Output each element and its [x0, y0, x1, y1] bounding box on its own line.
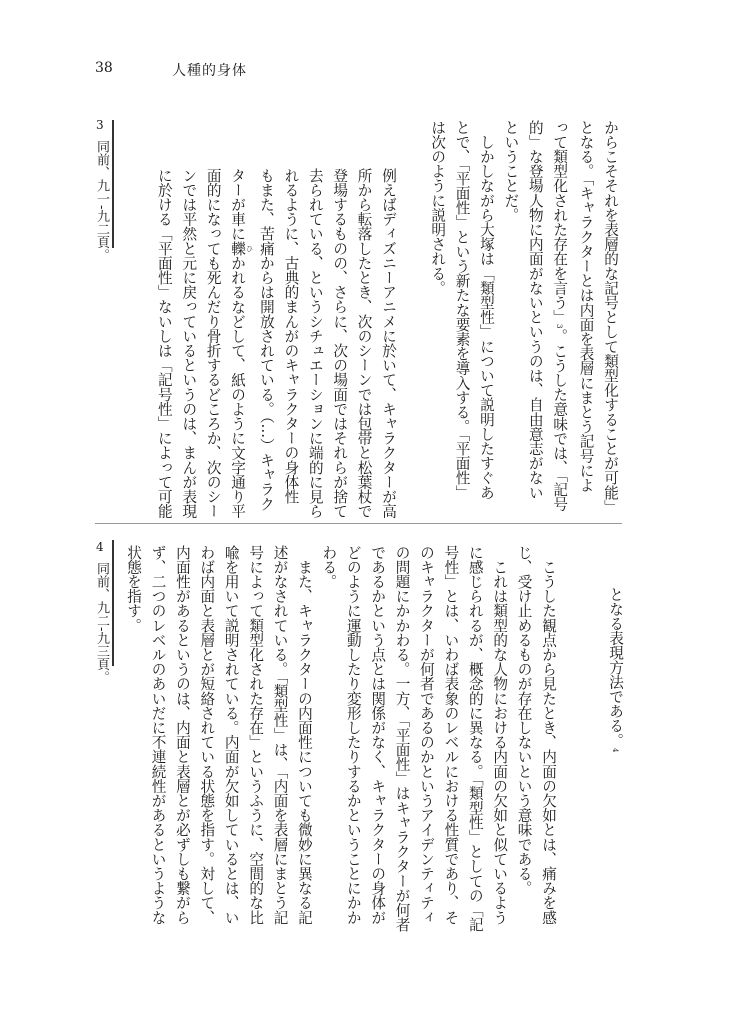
text-line: じ、受け止めるものが存在しないという意味である。 [515, 545, 533, 896]
footnote-rule [112, 540, 114, 666]
ruby-reading: ひ [245, 241, 254, 256]
text-line: わる。 [320, 545, 338, 589]
ruby-word [229, 241, 254, 256]
footnote-rule [112, 120, 114, 248]
text-line: ンでは平然と元に戻っているというのは、まんが表現 [180, 168, 198, 519]
text-line: もまた、苦痛からは開放されている。（…）キャラク [257, 168, 275, 512]
text-line: 述がなされている。「類型性」は、「内面を表層にまとう記 [271, 545, 289, 925]
text-line: のキャラクターが何者であるのかというアイデンティティ [417, 545, 435, 925]
upper-block-quote [151, 168, 400, 518]
text-line: 号性」とは、いわば表象のレベルにおける性質であり、そ [442, 545, 460, 925]
text-segment: となる表現方法である。 [607, 587, 624, 748]
text-line: 登場するものの、さらに、次の場面ではそれらが捨て [331, 168, 349, 519]
running-title: 人種的身体 [172, 63, 247, 79]
lower-main-text [121, 545, 560, 932]
text-segment: かれるなどして、紙のように文字通り平 [229, 255, 247, 519]
text-line: れるように、古典的まんがのキャラクターの身体性 [282, 168, 300, 504]
text-line: 所から転落したとき、次のシーンでは包帯と松葉杖で [355, 168, 373, 519]
text-line: これは類型的な人物における内面の欠如と似ているよう [491, 545, 509, 925]
text-segment: ターが車に [229, 168, 247, 241]
footnote-text: 同前、九一-九二頁。 [94, 140, 109, 262]
text-line: 的」な登場人物に内面がないというのは、自由意志がない [526, 120, 544, 500]
text-line [547, 120, 573, 514]
text-line [225, 168, 254, 518]
text-segment: 。こうした意味では、「記号 [551, 328, 569, 512]
text-line: こうした観点から見たとき、内面の欠如とは、痛みを感 [540, 545, 557, 925]
footnote-text: 同前、九二-九三頁。 [94, 562, 109, 684]
text-line: の問題にかかわる。一方、「平面性」はキャラクターが何者 [393, 545, 411, 932]
text-line: どのように運動したり変形したりするかということにかか [344, 545, 362, 925]
text-line: 去られている、というシチュエーションに端的に見ら [306, 168, 324, 519]
text-line: に於ける「平面性」ないしは「記号性」によって可能 [155, 168, 173, 519]
text-line: しかしながら大塚は「類型性」について説明したすぐあ [477, 120, 495, 500]
text-line: 内面性があるというのは、内面と表層とが必ずしも繋がら [173, 545, 191, 925]
text-line [603, 587, 629, 752]
footnote-number: 4 [96, 540, 104, 554]
upper-main-text [425, 120, 622, 514]
text-line: とで、「平面性」という新たな要素を導入する。「平面性」 [453, 120, 471, 500]
text-line: 状態を指す。 [125, 545, 143, 633]
text-line: からこそそれを表層的な記号として類型化することが可能」 [602, 120, 619, 515]
text-line: は次のように説明される。 [429, 120, 447, 296]
text-line: ず、二つのレベルのあいだに不連続性があるというような [149, 545, 167, 925]
text-line: また、キャラクターの内面性についても微妙に異なる記 [295, 545, 313, 925]
text-line: ということだ。 [502, 120, 520, 223]
text-line: わば内面と表層とが短絡されている状態を指す。対して、 [198, 545, 216, 925]
footnote-number: 3 [96, 118, 104, 132]
page-number: 38 [95, 60, 113, 76]
footnote-marker: 4 [611, 747, 619, 753]
section-divider [95, 523, 622, 524]
footnote-marker: 3 [555, 324, 564, 329]
text-line: 例えばディズニーアニメに於いて、キャラクターが高 [380, 168, 397, 519]
lower-block-quote-end [603, 587, 629, 752]
text-line: 喩を用いて説明されている。内面が欠如しているとは、い [222, 545, 240, 925]
text-segment: って類型化された存在を言う」 [551, 120, 569, 325]
text-line: に感じられるが、概念的に異なる。「類型性」としての「記 [466, 545, 484, 932]
text-line: であるかという点とは関係がなく、キャラクターの身体が [369, 545, 387, 925]
text-line: となる。「キャラクターとは内面を表層にまとう記号によ [577, 120, 595, 493]
text-line: 面的になっても死んだり骨折するどころか、次のシー [204, 168, 222, 519]
text-line: 号によって類型化された存在」というふうに、空間的な比 [247, 545, 265, 925]
ruby-base: 轢 [229, 241, 247, 256]
